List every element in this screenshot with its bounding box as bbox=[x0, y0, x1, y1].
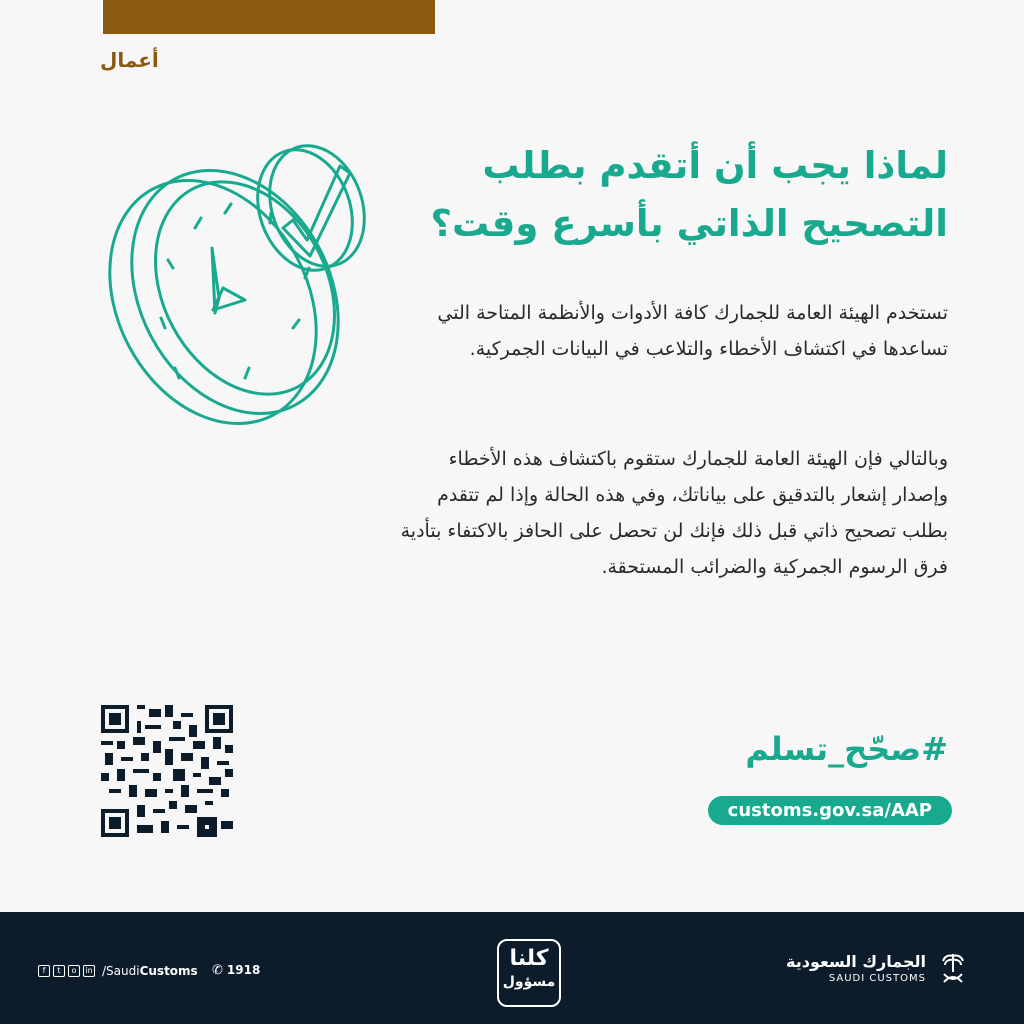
paragraph-1: تستخدم الهيئة العامة للجمارك كافة الأدوات والأنظمة المتاحة التي تساعدها في اكتشاف الأخطاء والتلاعب في البيانات الجمركية. bbox=[437, 302, 948, 360]
brand-english: SAUDI CUSTOMS bbox=[828, 973, 926, 984]
clock-check-icon bbox=[95, 128, 395, 428]
phone-icon: ✆ bbox=[212, 963, 223, 978]
palm-swords-emblem-icon bbox=[940, 948, 966, 988]
url-link[interactable]: customs.gov.sa/AAP bbox=[708, 796, 952, 825]
campaign-line-2: مسؤول bbox=[502, 974, 556, 990]
footer bbox=[0, 912, 1024, 1024]
campaign-logo bbox=[497, 939, 561, 1007]
paragraph-2: وبالتالي فإن الهيئة العامة للجمارك ستقوم باكتشاف هذه الأخطاء وإصدار إشعار بالتدقيق على بياناتك، وفي هذه الحالة وإذا لم تتقدم بطلب تصحيح ذاتي قبل ذلك فإنك لن تحصل على الحافز بالاكتفاء بتأدية فرق الرسوم الجمركية والضرائب المستحقة. bbox=[400, 448, 948, 578]
twitter-icon[interactable]: t bbox=[53, 965, 65, 977]
brand-arabic: الجمارك السعودية bbox=[786, 952, 926, 971]
hashtag: #صحّح_تسلم bbox=[745, 730, 948, 768]
phone-number[interactable]: ✆ 1918 bbox=[212, 963, 261, 978]
facebook-icon[interactable]: f bbox=[38, 965, 50, 977]
page-title: لماذا يجب أن أتقدم بطلب التصحيح الذاتي بأسرع وقت؟ bbox=[430, 144, 948, 245]
qr-code[interactable] bbox=[101, 705, 233, 837]
category-label: أعمال bbox=[100, 48, 159, 72]
campaign-line-1: كلنا bbox=[509, 946, 549, 971]
social-links bbox=[38, 964, 198, 978]
instagram-icon[interactable]: o bbox=[68, 965, 80, 977]
brand-logo-text bbox=[786, 952, 926, 984]
social-handle[interactable]: /SaudiCustoms bbox=[102, 964, 198, 978]
linkedin-icon[interactable]: in bbox=[83, 965, 95, 977]
top-accent-bar bbox=[103, 0, 435, 34]
